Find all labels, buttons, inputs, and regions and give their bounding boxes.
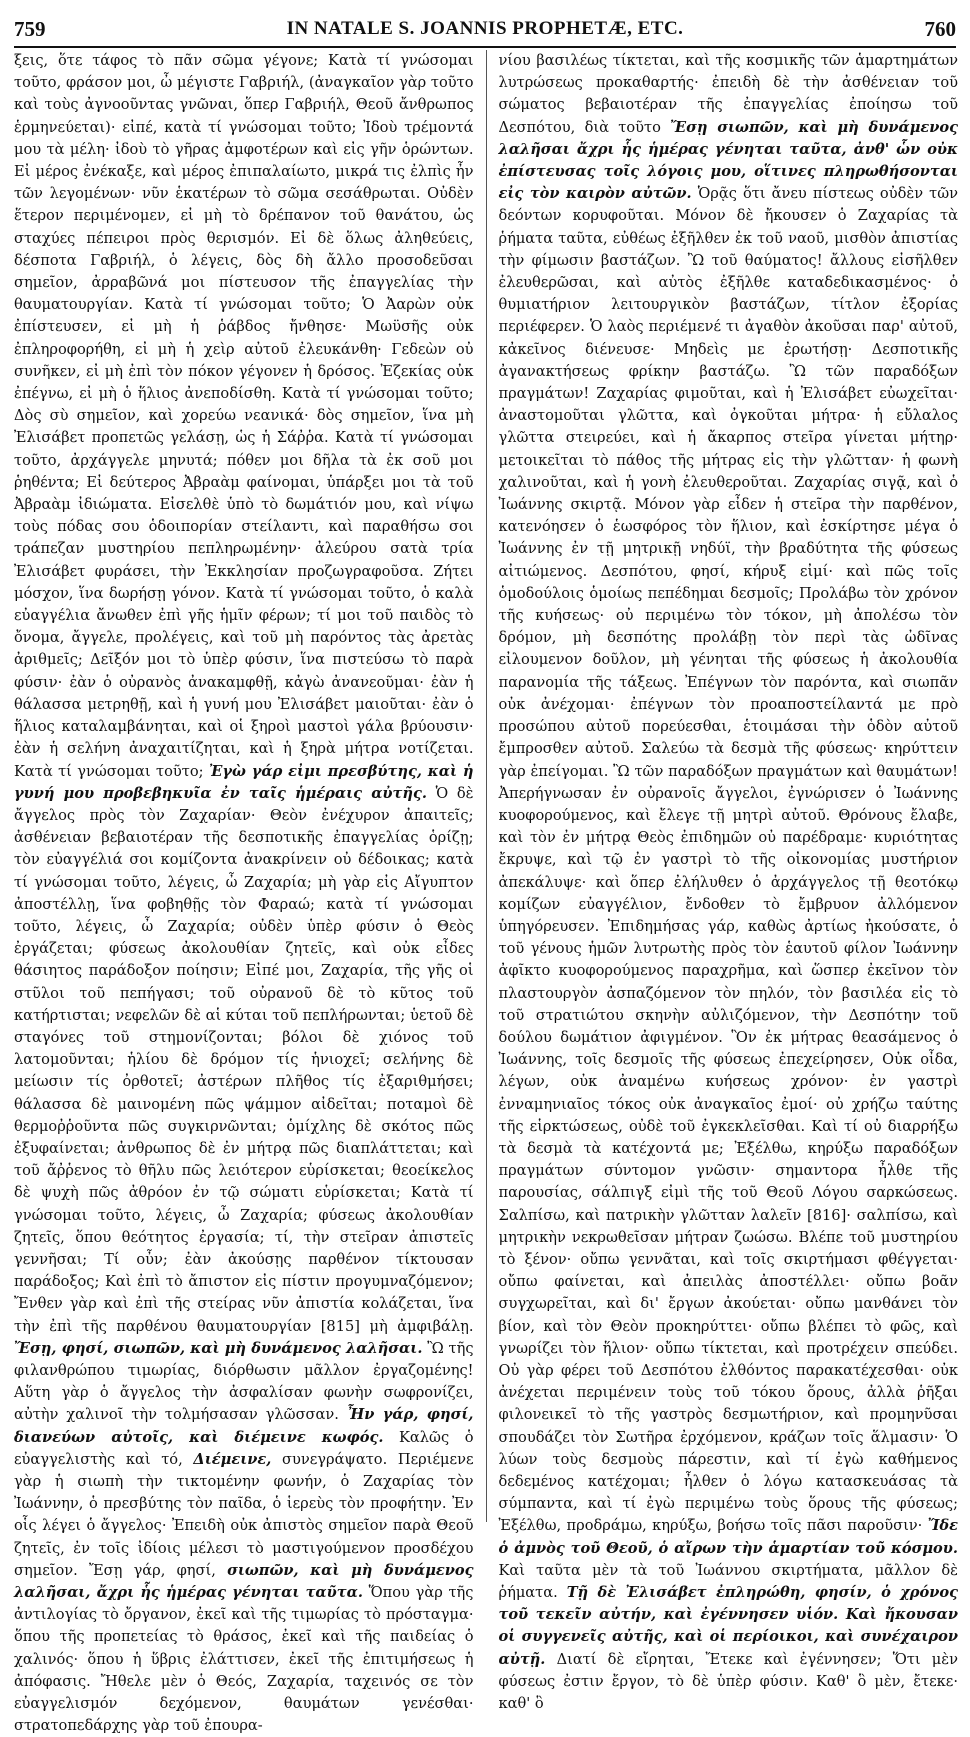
body-text: Διατί δὲ εἴρηται, Ἔτεκε καὶ ἐγέννησεν; Ὅτι μὲν φύσεως ἐστιν ἔργον, τὸ δὲ ὑπὲρ φύσιν. Καθ' ὃ μὲν, ἔτεκε· καθ' ὃ: [498, 1650, 958, 1713]
quoted-scripture-text: Διέμεινε,: [193, 1450, 272, 1468]
body-text: συνεγράψατο. Περιέμενε γὰρ ἡ σιωπὴ τὴν τικτομένην φωνήν, ὁ Ζαχαρίας τὸν Ἰωάννην, ὁ πρεσβύτης τὸν παῖδα, ὁ ἱερεὺς τὸν προφήτην. Ἐν οἷς λέγει ὁ ἄγγελος· Ἐπειδὴ οὐκ ἀπιστὸς σημεῖον παρὰ Θεοῦ ζητεῖς, ἐν τοῖς ἰδίοις μέλεσι τὸ μαστιγούμενον προσδέχου σημεῖον. Ἔσῃ γάρ, φησί,: [14, 1450, 474, 1579]
running-title: IN NATALE S. JOANNIS PROPHETÆ, ETC.: [286, 18, 684, 39]
left-column-text: [14, 50, 474, 1737]
body-text: Καὶ ταῦτα μὲν τὰ τοῦ Ἰωάννου σκιρτήματα, μᾶλλον δὲ ῥήματα.: [498, 1561, 958, 1602]
right-column: [487, 50, 959, 1713]
quoted-scripture-text: Ἐγὼ γάρ εἰμι πρεσβύτης, καὶ ἡ γυνή μου προβεβηκυῖα ἐν ταῖς ἡμέραις αὐτῆς.: [14, 762, 474, 802]
quoted-scripture-text: Ἦν γάρ, φησί, διανεύων αὐτοῖς, καὶ διέμεινε κωφός.: [14, 1406, 474, 1446]
body-text: Ὅπου γὰρ τῆς ἀντιλογίας τὸ ὄργανον, ἐκεῖ καὶ τῆς τιμωρίας τὸ πρόσταγμα· ὅπου τῆς προπετείας τὸ θράσος, ἐκεῖ καὶ τῆς παιδείας ὁ χαλινός· ὅπου ἡ ὕβρις ἐλάττισεν, ἐκεῖ τῆς ἐπιτιμήσεως ἡ ἀπόφασις. Ἤθελε μὲν ὁ Θεός, Ζαχαρία, ταχεινός σε τὸν εὐαγγελισμόν δεχόμενον, θαυμάτων γενέσθαι· στρατοπεδάρχης γὰρ τοῦ ἐπουρα-: [14, 1584, 474, 1735]
left-column: [14, 50, 487, 1735]
body-text: νίου βασιλέως τίκτεται, καὶ τῆς κοσμικῆς τῶν ἁμαρτημάτων λυτρώσεως προκαθαρτής· ἐπειδὴ δὲ τὴν ἀσθένειαν τοῦ σώματος βεβαιοτέραν τῆς ἐπαγγελίας ἐποίησω τοῦ Δεσπότου, διὰ τοῦτο: [498, 52, 958, 136]
body-text: Ἰδοὺ τρέμοντά μου τὰ μέλη· ἰδοὺ τὸ γῆρας ἀμφοτέρων καὶ εἰς γῆν ὁρώντων.: [14, 118, 474, 158]
quoted-scripture-text: σιωπῶν, καὶ μὴ δυνάμενος λαλῆσαι, ἄχρι ἧς ἡμέρας γένηται ταῦτα.: [14, 1561, 474, 1602]
body-text: Εἰ μέρος ἐνέκαξε, καὶ μέρος ἐπιπαλαίωτο, μικρά τις ἐλπὶς ἦν τῶν λεγομένων· νῦν ἑκατέρων τὸ σῶμα σεσάθρωται. Οὐδὲν ἕτερον περιμένομεν, εἰ μὴ τὸ δρέπανον τοῦ θανάτου, ὡς σταχύες πέπειροι πρὸς θερισμόν. Εἰ δὲ ὅλως ἀληθεύεις, δέσποτα Γαβριήλ, ὁ λέγεις, δὸς δὴ ἄλλο προσοδεῦσαι σημεῖον, ἀρραβῶνά μοι πίστευσον τῆς ἐπαγγελίας τὴν θαυματουργίαν. Κατὰ τί γνώσομαι τοῦτο; Ὁ Ἀαρὼν οὐκ ἐπίστευσεν, εἰ μὴ ἡ ῥάβδος ἤνθησε· Μωϋσῆς οὐκ ἐπληροφορήθη, εἰ μὴ ἡ χεὶρ αὐτοῦ ἐλευκάνθη· Γεδεὼν οὐ συνῆκεν, εἰ μὴ ἐπὶ τὸν πόκον γέγονεν ἡ δρόσος. Ἐζεκίας οὐκ ἐπέγνω, εἰ μὴ ὁ ἥλιος ἀνεποδίσθη. Κατὰ τί γνώσομαι τοῦτο; Δὸς σὺ σημεῖον, καὶ χορεύω νεανικά· δὸς σημεῖον, ἵνα μὴ Ἐλισάβετ προπετῶς γελάσῃ, ὡς ἡ Σάῤῥα. Κατὰ τί γνώσομαι τοῦτο, ἀρχάγγελε μηνυτά; πόθεν μοι δῆλα τὰ ἐκ σοῦ μοι ῥηθέντα; Εἰ δεύτερος Ἀβραὰμ φαίνομαι, ὑπάρξει μοι τὰ τοῦ Ἀβραὰμ ἰδιώματα. Εἰσελθὲ ὑπὸ τὸ δωμάτιόν μου, καὶ νίψω τοὺς πόδας σου ὁδοιπορίαν στείλαντι, καὶ παραθήσω σοι τράπεζαν μυστηρίου πεπληρωμένην· ἀλεύρου σατὰ τρία Ἐλισάβετ φυράσει, τὴν Ἐκκλησίαν προζωγραφοῦσα. Ζήτει μόσχον, ἵνα δωρήσῃ γόνον. Κατὰ τί γνώσομαι τοῦτο, ὁ καλὰ εὐαγγέλια ἄνωθεν ἐπὶ γῆς ἡμῖν φέρων; τί μοι τοῦ παιδὸς τὸ ὄνομα, ἄγγελε, προλέγεις, καὶ τοῦ μὴ παρόντος τὰς ἀρετὰς ἀριθμεῖς; Δεῖξόν μοι τὸ ὑπὲρ φύσιν, ἵνα πιστεύσω τὸ παρὰ φύσιν· ἐὰν ὁ οὐρανὸς ἀνακαμφθῇ, κἀγὼ ἀνανεοῦμαι· ἐὰν ἡ θάλασσα μετρηθῇ, καὶ ἡ γυνή μου Ἐλισάβετ μαιοῦται· ἐὰν ὁ ἥλιος καταλαμβάνηται, καὶ οἱ ξηροὶ μαστοὶ γάλα βρύουσιν· ἐὰν ἡ σελήνη ἀναχαιτίζηται, καὶ ἡ ξηρὰ μήτρα νοτίζεται. Κατὰ τί γνώσομαι τοῦτο;: [14, 163, 474, 780]
body-text: Καλῶς ὁ εὐαγγελιστὴς καὶ τό,: [14, 1428, 474, 1468]
page-number-right: 760: [924, 16, 956, 41]
quoted-scripture-text: Ἴδε ὁ ἀμνὸς τοῦ Θεοῦ, ὁ αἴρων τὴν ἁμαρτίαν τοῦ κόσμου.: [498, 1517, 958, 1557]
body-text: Ὁ δὲ ἄγγελος πρὸς τὸν Ζαχαρίαν· Θεὸν ἐνέχυρον ἀπαιτεῖς; ἀσθένειαν βεβαιοτέραν τῆς δεσποτικῆς ἐπαγγελίας ὁρίζῃ; τὸν εὐαγγέλιά σοι κομίζοντα ἀνακρίνειν οὐ δέδοικας; κατὰ τί γνώσομαι τοῦτο, λέγεις, ὦ Ζαχαρία; μὴ γὰρ εἰς Αἴγυπτον ἀποστέλλῃ, ἵνα φοβηθῇς τὸν Φαραώ; κατὰ τί γνώσομαι τοῦτο, λέγεις, ὦ Ζαχαρία; οὐδὲν ὑπὲρ φύσιν ὁ Θεὸς ἐργάζεται; φύσεως ἀκολουθίαν ζητεῖς, καὶ οὐκ εἶδες θάσιητος παράδοξον ποίησιν; Εἰπέ μοι, Ζαχαρία, τῆς γῆς οἱ στῦλοι τοῦ πεπήγασι; τοῦ οὐρανοῦ δὲ τὸ κῦτος τοῦ κατήρτισται; νεφελῶν δὲ αἱ κύται τοῦ πεπλήρωνται; ὑετοῦ δὲ σταγόνες τοῦ στημονίζονται; βόλοι δὲ χιόνος τοῦ λατομοῦνται; ἡλίου δὲ δρόμον τίς ἡνιοχεῖ; σελήνης δὲ μείωσιν τίς ὀρθοτεῖ; ἀστέρων πλῆθος τίς ἐξαριθμήσει; θάλασσα δὲ μαινομένη πῶς ψάμμον αἰδεῖται; ποταμοὶ δὲ θερμοῤῥοῦντα πῶς συγκιρνῶνται; ὁμίχλης δὲ σκότος πῶς ἐξυφαίνεται; ἀνθρωπος δὲ ἐν μήτρᾳ πῶς διαπλάττεται; καὶ τοῦ ἄῤῥενος τὸ θῆλυ πῶς λειότερον εὑρίσκεται; θεοείκελος δὲ ψυχὴ πῶς ἀθρόον ἐν τῷ σώματι εὑρίσκεται; Κατὰ τί γνώσομαι τοῦτο, λέγεις, ὦ Ζαχαρία; φύσεως ἀκολουθίαν ζητεῖς, ὅπου θεότητος ἐργασία; τί, τὴν στεῖραν ἀπιστεῖς γεννῆσαι; Τί οὖν; ἐὰν ἀκούσῃς παρθένον τίκτουσαν παράδοξος; Καὶ ἐπὶ τὸ ἄπιστον εἰς πίστιν προγυμναζόμενον; Ἔνθεν γὰρ καὶ ἐπὶ τῆς στείρας νῦν ἀπιστία κολάζεται, ἵνα τὴν ἐπὶ τῆς παρθένου θαυματουργίαν [815] μὴ ἀμφιβάλῃ.: [14, 784, 474, 1335]
running-header: [14, 12, 956, 48]
body-text: Ὢ τῆς φιλανθρώπου τιμωρίας, διόρθωσιν μᾶλλον ἐργαζομένης! Αὕτη γὰρ ὁ ἄγγελος τὴν ἀσφαλίσαν φωνὴν σωφρονίζει, αὐτὴν χαλινοῖ τὴν τολμήσασαν γλῶσσαν.: [14, 1339, 474, 1424]
body-text: Ὁρᾷς ὅτι ἄνευ πίστεως οὐδὲν τῶν δεόντων κορυφοῦται. Μόνον δὲ ἤκουσεν ὁ Ζαχαρίας τὰ ῥήματα ταῦτα, εὐθέως ἐξῆλθεν ἐκ τοῦ ναοῦ, μισθὸν ἀπιστίας τὴν φίμωσιν βαστάζων. Ὢ τοῦ θαύματος! ἄλλους εἰσῆλθεν ἐλευθερῶσαι, καὶ αὐτὸς ἐξῆλθε καταδεδικασμένος· ὁ θυμιατήριον λειτουργικὸν βαστάζων, τίτλον ἐξορίας περιέφερεν. Ὁ λαὸς περιέμενέ τι ἀγαθὸν ἀκοῦσαι παρ' αὐτοῦ, κἀκεῖνος διένευσε· Μηδεὶς με ἐρωτήσῃ· Δεσποτικῆς ἀγανακτήσεως φρίκην βαστάζω. Ὢ τῶν παραδόξων πραγμάτων! Ζαχαρίας φιμοῦται, καὶ ἡ Ἐλισάβετ εὐωχεῖται· ἀναστομοῦται γλῶττα, καὶ ὀγκοῦται μήτρα· ἡ εὔλαλος γλῶττα στειρεύει, καὶ ἡ ἄκαρπος στεῖρα γίνεται μήτηρ· μετοικεῖται τὸ πάθος τῆς μήτρας εἰς τὴν γλῶτταν· ἡ φωνὴ χαλινοῦται, καὶ ἡ γονὴ ἐλευθεροῦται. Ζαχαρίας σιγᾷ, καὶ ὁ Ἰωάννης σκιρτᾷ. Μόνον γὰρ εἶδεν ἡ στεῖρα τὴν παρθένον, κατενόησεν ὁ ἑωσφόρος τὸν ἥλιον, καὶ ἐσκίρτησε μέγα ὁ Ἰωάννης ἐν τῇ μητρικῇ νηδύϊ, τὴν βραδύτητα τῆς φύσεως αἰτιώμενος. Δεσπότου, φησί, κήρυξ εἰμί· καὶ πῶς τοῖς ὁμοδούλοις ὁμοίως πεπέδημαι δεσμοῖς; Προλάβω τὸν χρόνον τῆς κυήσεως· οὐ περιμένω τὸν τόκον, μὴ ἀπολέσω τὸν δρόμον, μὴ δεσπότης προλάβῃ τὸν περὶ τὰς ὠδῖνας εἰλουμενον δοῦλον, μὴ γένηται τῆς φύσεως ἡ ἀκολουθία παρανομία τῆς τάξεως. Ἐπέγνων τὸν παρόντα, καὶ σιωπᾶν οὐκ ἀνέχομαι· ἐπέγνων τὸν προαποστείλαντά με πρὸ προσώπου αὐτοῦ πορεύεσθαι, ἑτοιμάσαι τὴν ὁδὸν αὐτοῦ ἔμπροσθεν αὐτοῦ. Σαλεύω τὰ δεσμὰ τῆς φύσεως· κηρύττειν γὰρ ἐπείγομαι. Ὢ τῶν παραδόξων πραγμάτων καὶ θαυμάτων! Ἀπερήγνωσαν ἐν οὐρανοῖς ἄγγελοι, ἐγνώρισεν ὁ Ἰωάννης κυοφορούμενος, καὶ ἔλεγε τῇ μητρὶ αὐτοῦ. Θρόνους ἔλαβε, καὶ τὸν ἐν μήτρᾳ Θεὸς ἐπιδημῶν οὐ παρέδραμε· κυριότητας ἔκρυψε, καὶ τῷ ἐν γαστρὶ τὸ τῆς οἰκονομίας μυστήριον ἀπεκάλυψε· καὶ ὅπερ ἐλήλυθεν ὁ ἀρχάγγελος τῇ θεοτόκῳ κομίζων εὐαγγέλιον, ἔνδοθεν τὸ ἔμβρυον ἀλλόμενον ὑπηγόρευσεν. Ἐπιδημήσας γάρ, καθὼς ἀρτίως ἠκούσατε, ὁ τοῦ γένους ἡμῶν λυτρωτὴς πρὸς τὸν ἑαυτοῦ φίλον Ἰωάννην ἀφῖκτο κυοφορούμενος παραχρῆμα, καὶ ὥσπερ ἐκεῖνον τὸν πλαστουργὸν ἀσπαζόμενον τὸν πηλόν, τὸν βασιλέα εἰς τὸ τοῦ στρατιώτου σκηνὴν αὐλιζόμενον, τὴν Δεσπότην τοῦ δούλου δωμάτιον ἀφιγμένον. Ὃν ἐκ μήτρας θεασάμενος ὁ Ἰωάννης, τοῖς δεσμοῖς τῆς φύσεως ἐπεχείρησεν, Οὐκ οἶδα, λέγων, οὐκ ἀναμένω κυήσεως χρόνον· ἐν γαστρὶ ἐνναμηνιαῖος τόκος οὐκ ἀναγκαῖος ἐμοί· οὐ χρήζω ταύτης τῆς εἱρκτώσεως, οὐδὲ τοῦ ἐγκεκλεῖσθαι. Καὶ τί οὐ διαρρήξω τὰ δεσμὰ τὰ κατέχοντά με; Ἐξέλθω, κηρύξω παραδόξων πραγμάτων σύντομον γνῶσιν· σημαντορα ἦλθε τῆς παρουσίας, σάλπιγξ εἰμὶ τῆς τοῦ Θεοῦ Λόγου σαρκώσεως. Σαλπίσω, καὶ πατρικὴν γλῶτταν λαλεῖν [816]· σαλπίσω, καὶ μητρικὴν νεκρωθεῖσαν μήτραν ζωώσω. Βλέπε τοῦ μυστηρίου τὸ ξένον· οὔπω γεννᾶται, καὶ τοῖς σκιρτήμασι φθέγγεται· οὔπω φαίνεται, καὶ ἀπειλὰς ἀποστέλλει· οὔπω βοᾶν συγχωρεῖται, καὶ δι' ἔργων ἀκούεται· οὔπω μανθάνει τὸν βίον, καὶ τὸν Θεὸν προκηρύττει· οὔπω βλέπει τὸ φῶς, καὶ γνωρίζει τὸν ἥλιον· οὔπω τίκτεται, καὶ προτρέχειν σπεύδει. Οὐ γὰρ φέρει τοῦ Δεσπότου ἐλθόντος παρακατέχεσθαι· οὐκ ἀνέχεται περιμένειν τοὺς τοῦ τόκου ὅρους, ἀλλὰ ῥῆξαι φιλονεικεῖ τὸ τῆς γαστρὸς δεσμωτήριον, καὶ προμηνῦσαι σπουδάζει τὸν Σωτῆρα ἐρχόμενον, κράζων τοῖς ἅλμασιν· Ὁ λύων τοὺς δεσμοὺς πάρεστιν, καὶ τί ἐγὼ καθήμενος δεδεμένος κατέχομαι; ἦλθεν ὁ λόγω κατασκευάσας τὰ σύμπαντα, καὶ τί ἐγὼ περιμένω τοὺς ὅρους τῆς φύσεως; Ἐξέλθω, προδράμω, κηρύξω, βοήσω τοῖς πᾶσι παροῦσιν·: [498, 185, 958, 1535]
page-number-left: 759: [14, 16, 46, 41]
text-columns: [14, 50, 959, 1735]
quoted-scripture-text: Ἔσῃ σιωπῶν, καὶ μὴ δυνάμενος λαλῆσαι ἄχρι ἧς ἡμέρας γένηται ταῦτα, ἀνθ' ὧν οὐκ ἐπίστευσας τοῖς λόγοις μου, οἵτινες πληρωθήσονται εἰς τὸν καιρὸν αὐτῶν.: [498, 118, 959, 203]
quoted-scripture-text: Ἔσῃ, φησί, σιωπῶν, καὶ μὴ δυνάμενος λαλῆσαι.: [14, 1339, 423, 1357]
body-text: ξεις, ὅτε τάφος τὸ πᾶν σῶμα γέγονε; Κατὰ τί γνώσομαι τοῦτο, φράσον μοι, ὦ μέγιστε Γαβριήλ, (ἀναγκαῖον γὰρ τοῦτο καὶ τοὺς ἀγνοοῦντας γνῶναι, ὅπερ Γαβριήλ, Θεοῦ ἄνθρωπος ἑρμηνεύεται)· εἰπέ, κατὰ τί γνώσομαι τοῦτο;: [14, 52, 474, 136]
quoted-scripture-text: Τῇ δὲ Ἐλισάβετ ἐπληρώθη, φησίν, ὁ χρόνος τοῦ τεκεῖν αὐτήν, καὶ ἐγέννησεν υἱόν. Καὶ ἤκουσαν οἱ συγγενεῖς αὐτῆς, καὶ οἱ περίοικοι, καὶ συνέχαιρον αὐτῇ.: [498, 1584, 958, 1668]
right-column-text: [499, 50, 959, 1715]
